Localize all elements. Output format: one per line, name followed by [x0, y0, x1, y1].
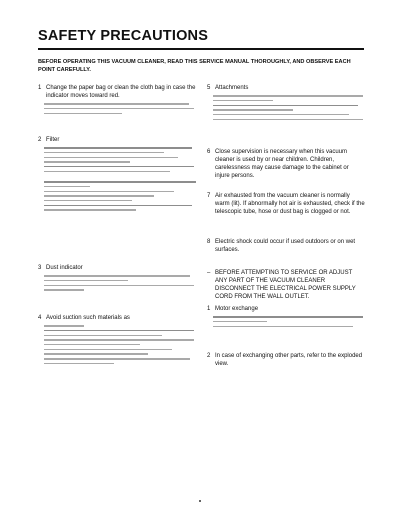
- section-avoid-suction: [38, 314, 196, 367]
- section-motor-exchange: [207, 305, 365, 330]
- section-number: 8: [207, 239, 211, 245]
- section-number: –: [207, 270, 211, 276]
- section-heading: [38, 264, 196, 272]
- faint-text-lines: [38, 275, 196, 290]
- section-number: 3: [38, 265, 42, 271]
- title-rule: [38, 48, 364, 50]
- section-exhaust-air: [207, 192, 365, 216]
- section-heading: [207, 305, 365, 313]
- section-heading: [207, 352, 365, 368]
- section-electric-shock: [207, 238, 365, 254]
- section-heading: [207, 148, 365, 180]
- section-heading: [38, 314, 196, 322]
- section-filter: [38, 136, 196, 214]
- section-heading: [207, 238, 365, 254]
- section-number: 7: [207, 193, 211, 199]
- section-supervision: [207, 148, 365, 180]
- section-change-bag: [38, 84, 196, 117]
- section-number: 2: [38, 137, 42, 143]
- section-heading: [207, 192, 365, 216]
- page-title: SAFETY PRECAUTIONS: [38, 28, 209, 44]
- section-number: 1: [207, 306, 211, 312]
- faint-text-lines: [38, 103, 196, 114]
- section-heading: [207, 269, 365, 301]
- faint-text-lines: [38, 325, 196, 364]
- faint-text-lines: [207, 95, 365, 120]
- section-other-parts: [207, 352, 365, 368]
- faint-text-lines: [207, 316, 365, 327]
- section-dust-indicator: [38, 264, 196, 294]
- faint-text-lines: [38, 181, 196, 211]
- section-number: 1: [38, 85, 42, 91]
- section-heading-text: Air exhausted from the vacuum cleaner is normally warm (lit). If abnormally hot air is exhausted, check if the telescopic tube, hose or dust bag is clogged or not.: [215, 193, 365, 215]
- section-heading-text: Filter: [46, 137, 60, 143]
- section-heading: [207, 84, 365, 92]
- section-heading-text: Avoid suction such materials as: [46, 315, 130, 321]
- section-number: 5: [207, 85, 211, 91]
- section-heading-text: Attachments: [215, 85, 249, 91]
- section-attachments: [207, 84, 365, 123]
- section-heading-text: Change the paper bag or clean the cloth bag in case the indicator moves toward red.: [46, 85, 196, 99]
- section-heading-text: Close supervision is necessary when this vacuum cleaner is used by or near children. Children, carelessness may cause damage to the cabinet or injure persons.: [215, 149, 349, 179]
- section-heading-text: In case of exchanging other parts, refer to the exploded view.: [215, 353, 363, 367]
- section-heading: [38, 84, 196, 100]
- section-heading: [38, 136, 196, 144]
- intro-text: BEFORE OPERATING THIS VACUUM CLEANER, READ THIS SERVICE MANUAL THOROUGHLY, AND OBSERVE EACH POINT CAREFULLY.: [38, 59, 351, 73]
- section-number: 2: [207, 353, 211, 359]
- section-heading-text: Electric shock could occur if used outdoors or on wet surfaces.: [215, 239, 356, 253]
- section-heading-text: Motor exchange: [215, 306, 259, 312]
- section-heading-text: BEFORE ATTEMPTING TO SERVICE OR ADJUST ANY PART OF THE VACUUM CLEANER DISCONNECT THE ELECTRICAL POWER SUPPLY CORD FROM THE WALL OUTLET.: [215, 270, 356, 300]
- faint-text-lines: [38, 147, 196, 172]
- section-number: 4: [38, 315, 42, 321]
- page-number-mark: [199, 500, 201, 502]
- section-number: 6: [207, 149, 211, 155]
- section-heading-text: Dust indicator: [46, 265, 83, 271]
- section-disconnect-warning: [207, 269, 365, 301]
